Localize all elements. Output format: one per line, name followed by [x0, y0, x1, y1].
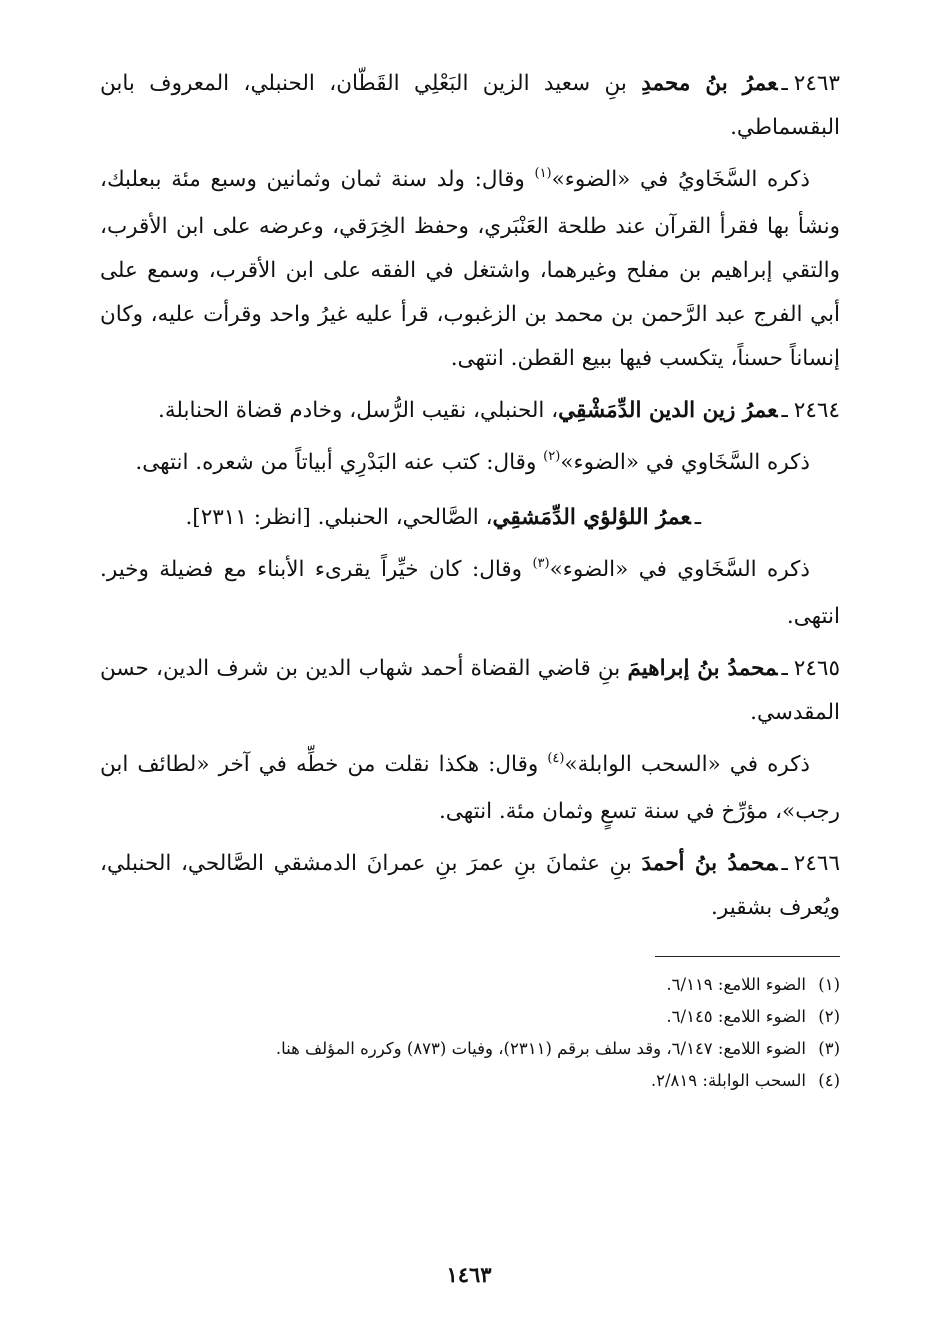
entry-number: ٢٤٦٤	[793, 398, 840, 423]
body-lead: ذكره السَّخَاوي في «الضوء»	[560, 450, 810, 475]
entry-dash: ـ	[781, 71, 788, 96]
footnote-text: السحب الوابلة: ٢/٨١٩.	[650, 1071, 806, 1090]
body-lead: ذكره السَّخَاويُ في «الضوء»	[551, 167, 810, 192]
entry-2463-heading	[100, 62, 840, 150]
page-number: ١٤٦٣	[446, 1262, 492, 1287]
cross-reference-heading	[100, 496, 840, 540]
body-text: وقال: هكذا نقلت من خطِّه في آخر «لطائف ابن رجب»، مؤرِّخ في سنة تسعٍ وثمان مئة. انتهى.	[100, 752, 840, 824]
entry-name: عمرُ زين الدين الدِّمَشْقِي	[558, 398, 778, 423]
footnote-divider	[655, 956, 840, 957]
entry-number: ٢٤٦٦	[793, 851, 840, 876]
cross-reference-body	[100, 548, 840, 639]
footnote-number: (٢)	[818, 1007, 840, 1026]
body-text: وقال: ولد سنة ثمان وثمانين وسبع مئة ببعلبك، ونشأ بها فقرأ القرآن عند طلحة العَنْبَري، وحفظ الخِرَقي، وعرضه على ابن الأقرب، والتقي إبراهيم بن مفلح وغيرهما، واشتغل في الفقه على ابن الأقرب، وسمع على أبي الفرج عبد الرَّحمن بن محمد بن الزغبوب، قرأ عليه غيرُ واحد وقرأت عليه، وكان إنساناً حسناً، يتكسب فيها ببيع القطن. انتهى.	[100, 167, 840, 371]
entry-description: بنِ قاضي القضاة أحمد شهاب الدين بن شرف الدين، حسن المقدسي.	[100, 656, 840, 725]
entry-2465-heading	[100, 647, 840, 735]
body-text: وقال: كتب عنه البَدْرِي أبياتاً من شعره. انتهى.	[135, 450, 544, 475]
footnote	[100, 1001, 840, 1033]
body-text: وقال: كان خيِّراً يقرىء الأبناء مع فضيلة وخير. انتهى.	[100, 557, 840, 629]
footnote-number: (٣)	[818, 1039, 840, 1058]
entry-dash: ـ	[694, 505, 701, 530]
footnote-ref[interactable]: (١)	[534, 166, 552, 181]
body-lead: ذكره في «السحب الوابلة»	[564, 752, 811, 777]
entry-name: محمدُ بنُ أحمدَ	[641, 851, 778, 876]
main-text	[100, 62, 840, 930]
entry-2464-heading	[100, 389, 840, 433]
entry-number: ٢٤٦٣	[793, 71, 840, 96]
entry-name: عمرُ اللؤلؤي الدِّمَشقِي	[492, 505, 691, 530]
footnote	[100, 1033, 840, 1065]
footnote	[100, 969, 840, 1001]
body-lead: ذكره السَّخَاوي في «الضوء»	[549, 557, 810, 582]
entry-dash: ـ	[781, 656, 788, 681]
entry-number: ٢٤٦٥	[793, 656, 840, 681]
footnote-ref[interactable]: (٣)	[532, 556, 550, 571]
entry-description: ، الصَّالحي، الحنبلي. [انظر: ٢٣١١].	[185, 505, 493, 530]
entry-name: محمدُ بنُ إبراهيمَ	[627, 656, 778, 681]
entry-dash: ـ	[781, 851, 788, 876]
footnote-text: الضوء اللامع: ٦/١٤٧، وقد سلف برقم (٢٣١١)، وفيات (٨٧٣) وكرره المؤلف هنا.	[275, 1039, 806, 1058]
entry-2466-heading	[100, 842, 840, 930]
entry-2465-body	[100, 743, 840, 834]
footnote-ref[interactable]: (٤)	[547, 751, 565, 766]
entry-2463-body	[100, 158, 840, 381]
footnote-text: الضوء اللامع: ٦/١١٩.	[666, 975, 806, 994]
entry-name: عمرُ بنُ محمدِ	[641, 71, 778, 96]
footnotes	[100, 969, 840, 1097]
footnote	[100, 1065, 840, 1097]
entry-2464-body	[100, 441, 840, 488]
entry-description: بنِ سعيد الزين البَعْلِي القَطّان، الحنبلي، المعروف بابن البقسماطي.	[100, 71, 840, 140]
entry-description: ، الحنبلي، نقيب الرُّسل، وخادم قضاة الحنابلة.	[158, 398, 559, 423]
footnote-ref[interactable]: (٢)	[543, 449, 561, 464]
footnote-text: الضوء اللامع: ٦/١٤٥.	[666, 1007, 806, 1026]
entry-description: بنِ عثمانَ بنِ عمرَ بنِ عمرانَ الدمشقي الصَّالحي، الحنبلي، ويُعرف بشقير.	[100, 851, 840, 920]
footnote-number: (٤)	[818, 1071, 840, 1090]
entry-dash: ـ	[781, 398, 788, 423]
footnote-number: (١)	[818, 975, 840, 994]
